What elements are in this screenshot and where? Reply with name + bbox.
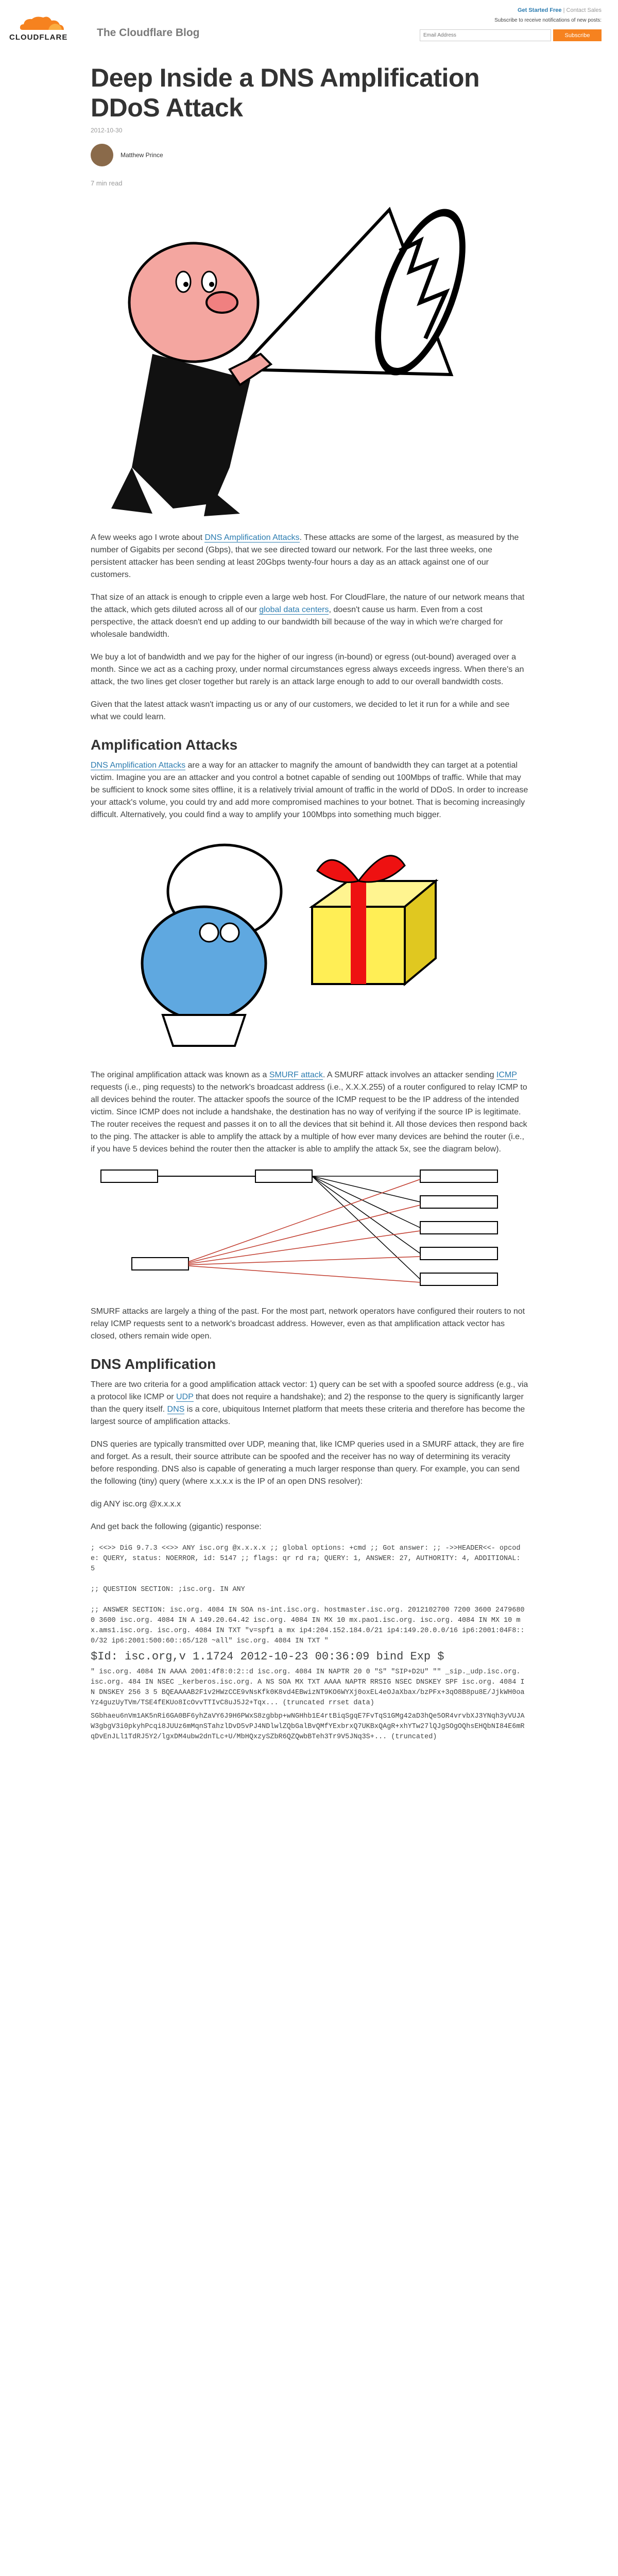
author-block [91,142,528,168]
link-separator: | [561,7,566,13]
paragraph-7: SMURF attacks are largely a thing of the past. For the most part, network operators have configured their routers to not relay ICMP requests sent to a network's broadcast address. However, even as that amplification attack vector has closed, others remain wide open. [91,1307,525,1341]
email-input[interactable] [420,29,551,41]
dig-answer-continued: " isc.org. 4084 IN AAAA 2001:4f8:0:2::d isc.org. 4084 IN NAPTR 20 0 "S" "SIP+D2U" "" _sip._udp.isc.org. isc.org. 484 IN NSEC _kerberos.isc.org. A NS SOA MX TXT AAAA NAPTR RRSIG NSEC DNSKEY SPF isc.org. 4084 IN DNSKEY 256 3 5 BQEAAAAB2F1v2HWzCCE9vNsKfk0K8vd4EBwizNT9KO6WYXj0oxEL4eOJaXbax/bzPFx+3qO8B8pu8E/JjkWH0oaYz4guzUyTVm/TSE4fEKUo8IcOvvTTIvC8uJ5J2+Tqx... (truncated rrset data) [91,1668,525,1707]
logo-text: CLOUDFLARE [9,33,68,42]
paragraph-5 [91,759,528,821]
p6-text-b: . A SMURF attack involves an attacker sending [322,1071,496,1079]
article-title: Deep Inside a DNS Amplification DDoS Attack [91,63,480,122]
dig-command: dig ANY isc.org @x.x.x.x [91,1500,181,1509]
subscribe-button[interactable]: Subscribe [553,29,602,41]
paragraph-2 [91,591,528,641]
dig-answer-keys: SGbhaeu6nVm1AK5nRi6GA0BF6yhZaVY6J9H6PWxS8zgbbp+wNGHhb1E4rtBiqSgqE7FvTqS1GMg42aD3hQe5OR4vrvbXJ3YNqh3yVUJAW3gbgV3i0pkyhPcqi8JUUz6mMqnSTahzlDvD5vPJ4NDlwlZQbGalBvQMfYExbrxQ7UKBxQAgR+xhYTw27lQJgSOgOQhsEHQbNI84E6mRqDvEnJLl1TdRJ5Y2/lgxDM4ubw2dnTLc+U/MbHQxzySZbR6QZQwbBTeh3Tr9V5JNq3S+... (truncated) [91,1713,525,1741]
p1-text-b: . These attacks are some of the largest, as measured by the number of Gigabits per second (Gbps), that we see directed toward our network. For the last three weeks, one persistent attacker has been sending at least 20Gbps twenty-four hours a day as an attack against one of our customers. [91,533,519,579]
icmp-link[interactable]: ICMP [496,1071,517,1079]
p2-text-a: That size of an attack is enough to cripple even a large web host. For CloudFlare, the nature of our network means that the attack, which gets diluted across all of our [91,593,525,614]
p6-text-a: The original amplification attack was known as a [91,1071,269,1079]
smurf-gift-illustration [91,829,528,1056]
paragraph-10: And get back the following (gigantic) response: [91,1522,262,1531]
p5-text: are a way for an attacker to magnify the amount of bandwidth they can target at a potential victim. Imagine you are an attacker and you control a botnet capable of sending out 100Mbps of traffic. While that may be sufficient to knock some sites offline, it is a relatively trivial amount of traffic in the world of DDoS. In order to increase your attack's volume, you could try and add more compromised machines to your botnet. That is becoming increasingly difficult. Alternatively, you could find a way to amplify your 100Mbps into something much bigger. [91,761,528,819]
paragraph-6 [91,1069,528,1156]
udp-link[interactable]: UDP [176,1393,194,1401]
p8-text-a: There are two criteria for a good amplification attack vector: 1) query can be set with a spoofed source address (e.g., via a protocol like ICMP or [91,1380,528,1401]
paragraph-4: Given that the latest attack wasn't impacting us or any of our customers, we decided to let it run for a while and see what we could learn. [91,700,510,721]
get-started-link[interactable]: Get Started Free [517,7,562,13]
article [91,63,528,1742]
cloud-logo-icon [19,15,65,31]
dig-id-line: $Id: isc.org,v 1.1724 2012-10-23 00:36:09 bind Exp $ [91,1650,444,1663]
p8-text-b: that does not require a handshake); and 2) the response to the query is significantly larger than the query itself. [91,1393,524,1414]
dig-question-section: ;; QUESTION SECTION: ;isc.org. IN ANY [91,1586,245,1594]
blog-title[interactable]: The Cloudflare Blog [97,27,200,39]
paragraph-1 [91,532,528,581]
top-bar [0,0,618,49]
dig-answer-section: ;; ANSWER SECTION: isc.org. 4084 IN SOA ns-int.isc.org. hostmaster.isc.org. 2012102700 7200 3600 24796800 3600 isc.org. 4084 IN A 149.20.64.42 isc.org. 4084 IN MX 10 mx.pao1.isc.org. isc.org. 4084 IN MX 10 mx.ams1.isc.org. isc.org. 4084 IN TXT "v=spf1 a mx ip4:204.152.184.0/21 ip4:149.20.0.0/16 ip6:2001:04F8::0/32 ip6:2001:500:60::65/128 ~all" isc.org. 4084 IN TXT " [91,1606,525,1645]
heading-amplification-attacks: Amplification Attacks [91,737,238,753]
smurf-attack-diagram [91,1164,528,1293]
author-name[interactable]: Matthew Prince [121,151,163,159]
p6-text-c: requests (i.e., ping requests) to the network's broadcast address (i.e., X.X.X.255) of a router configured to relay ICMP to all devices behind the router. The attacker spoofs the source of the ICMP request to be the IP address of the intended victim. Since ICMP does not include a handshake, the destination has no way of verifying if the source IP is legitimate. The router receives the request and passes it on to all the devices that sit behind it. All those devices then respond back to the ping. The attacker is able to amplify the attack by a multiple of how ever many devices are behind the router (i.e., if you have 5 devices behind the router then the attacker is able to amplify the attack 5x, see the diagram below). [91,1083,527,1154]
subscribe-note: Subscribe to receive notifications of new posts: [494,18,602,23]
p1-text-a: A few weeks ago I wrote about [91,533,205,542]
dig-response-header: ; <<>> DiG 9.7.3 <<>> ANY isc.org @x.x.x.x ;; global options: +cmd ;; Got answer: ;; ->>HEADER<<- opcode: QUERY, status: NOERROR, id: 5147 ;; flags: qr rd ra; QUERY: 1, ANSWER: 27, AUTHORITY: 4, ADDITIONAL: 5 [91,1545,521,1573]
p2-text-b: , doesn't cause us harm. Even from a cost perspective, the attack doesn't end up adding to our bandwidth bill because of the way in which we're charged for wholesale bandwidth. [91,605,503,639]
top-links [518,7,602,13]
megaphone-man-illustration [91,199,528,519]
author-avatar[interactable] [91,144,113,166]
article-date: 2012-10-30 [91,127,123,134]
dns-amplification-attacks-link[interactable]: DNS Amplification Attacks [91,761,186,770]
read-time: 7 min read [91,179,123,187]
dns-link[interactable]: DNS [167,1405,185,1414]
contact-sales-link[interactable]: Contact Sales [566,7,602,13]
global-data-centers-link[interactable]: global data centers [259,605,329,614]
p8-text-c: is a core, ubiquitous Internet platform that meets these criteria and therefore has become the largest source of amplification attacks. [91,1405,525,1426]
heading-dns-amplification: DNS Amplification [91,1356,216,1372]
paragraph-3: We buy a lot of bandwidth and we pay for the higher of our ingress (in-bound) or egress (out-bound) averaged over a month. Since we act as a caching proxy, under normal circumstances egress always exceeds ingress. When there's an attack, the two lines get closer together but rarely is an attack large enough to add to our overall bandwidth costs. [91,653,524,686]
cloudflare-logo[interactable] [9,12,79,43]
paragraph-8 [91,1379,528,1428]
dns-amplification-link[interactable]: DNS Amplification Attacks [204,533,300,542]
smurf-attack-link[interactable]: SMURF attack [269,1071,323,1079]
paragraph-9: DNS queries are typically transmitted over UDP, meaning that, like ICMP queries used in a SMURF attack, they are fire and forget. As a result, their source attribute can be spoofed and the receiver has no way of determining its veracity before responding. DNS also is capable of generating a much larger response than query. For example, you can send the following (tiny) query (where x.x.x.x is the IP of an open DNS resolver): [91,1440,524,1486]
